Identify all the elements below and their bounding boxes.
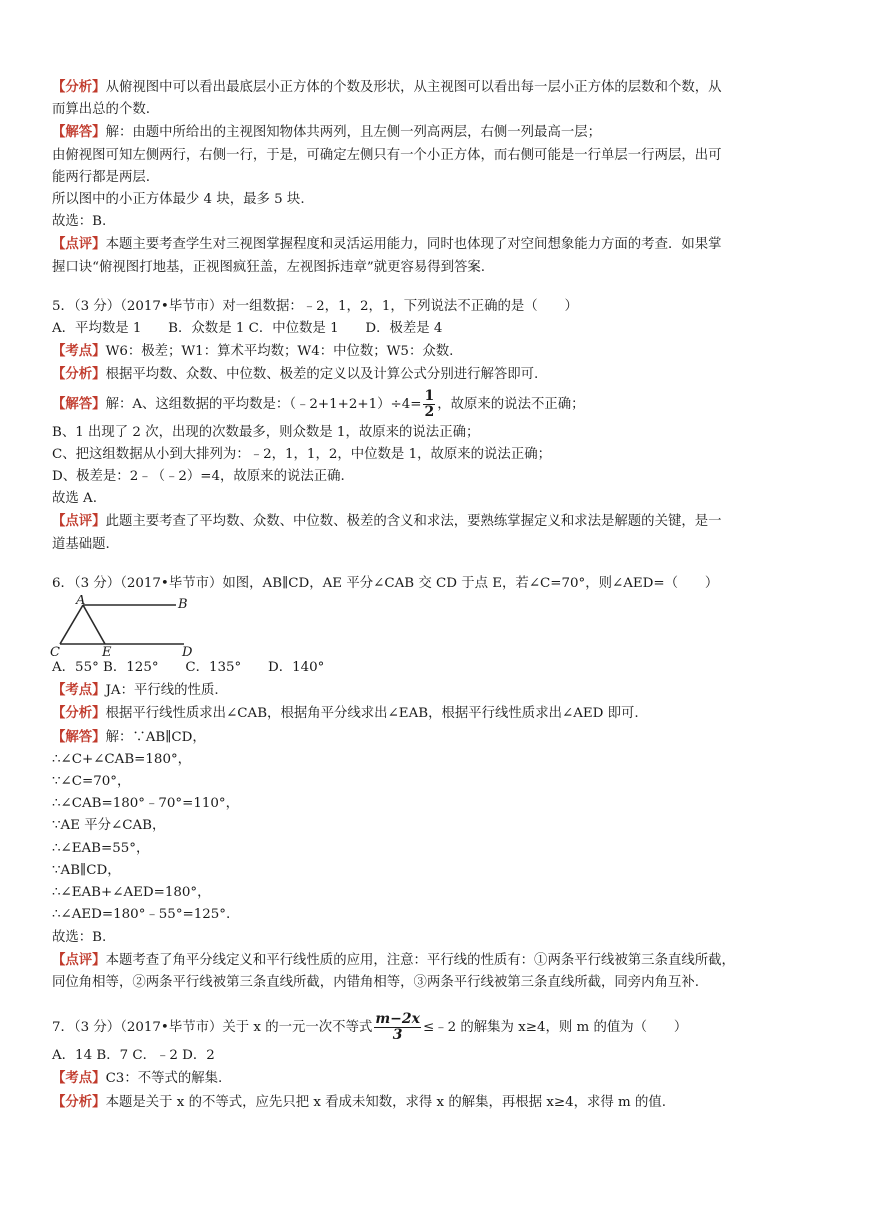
figure-lines	[60, 605, 184, 644]
label-c: C	[50, 645, 60, 658]
q4-solution-line-1: 【解答】解：由题中所给出的主视图知物体共两列，且左侧一列高两层，右侧一列最高一层；	[52, 124, 602, 141]
q6-comment-line-2: 同位角相等，②两条平行线被第三条直线所截，内错角相等，③两条平行线被第三条直线所截，同旁内角互补.	[52, 974, 700, 990]
q7-analysis: 【分析】本题是关于 x 的不等式，应先只把 x 看成未知数，求得 x 的解集，再根据 x≥4，求得 m 的值.	[52, 1093, 667, 1110]
parallel-lines-figure	[50, 595, 210, 657]
q4-choose: 故选：B.	[52, 214, 107, 230]
label-a: A	[76, 595, 86, 609]
q5-analysis: 【分析】根据平均数、众数、中位数、极差的定义以及计算公式分别进行解答即可.	[52, 366, 539, 383]
q6-stem: 6．（3 分）（2017•毕节市）如图，AB∥CD，AE 平分∠CAB 交 CD 于点 E，若∠C=70°，则∠AED=（ ）	[52, 575, 719, 591]
q5-solution-b: B、1 出现了 2 次，出现的次数最多，则众数是 1，故原来的说法正确；	[52, 424, 480, 440]
label-d: D	[182, 645, 193, 658]
label-b: B	[178, 597, 188, 613]
q6-solution-step-8: ∴∠AED=180°﹣55°=125°.	[52, 907, 231, 923]
q5-solution-c: C、把这组数据从小到大排列为：﹣2，1，1，2，中位数是 1，故原来的说法正确；	[52, 446, 551, 462]
q6-comment-line-1: 【点评】本题考查了角平分线定义和平行线性质的应用，注意：平行线的性质有：①两条平行线被第三条直线所截，	[52, 951, 735, 968]
q6-solution-step-1: ∴∠C+∠CAB=180°，	[52, 751, 192, 767]
q4-analysis-line-1: 【分析】从俯视图中可以看出最底层小正方体的个数及形状，从主视图可以看出每一层小正方体的层数和个数，从	[52, 79, 722, 95]
q6-analysis: 【分析】根据平行线性质求出∠CAB，根据角平分线求出∠EAB，根据平行线性质求出∠AED 即可.	[52, 705, 639, 722]
document-page	[52, 76, 822, 1114]
q6-solution-step-6: ∵AB∥CD，	[52, 862, 121, 878]
q6-solution-step-2: ∵∠C=70°，	[52, 774, 131, 790]
fraction-one-half: $\frac{1}{2}$	[424, 387, 435, 420]
q5-solution-a: 【解答】解：A、这组数据的平均数是：（﹣2+1+2+1）÷4= $\frac{1}{2}$ ，故原来的说法不正确；	[52, 387, 585, 420]
q5-choose: 故选 A.	[52, 491, 97, 507]
fraction-m-minus-2x-over-3: $\frac{m-2x}{3}$	[375, 1011, 420, 1044]
label-e: E	[102, 645, 112, 658]
q6-solution-step-0: 【解答】解：∵AB∥CD，	[52, 728, 206, 745]
q4-solution-line-4: 所以图中的小正方体最少 4 块，最多 5 块.	[52, 192, 305, 208]
q5-comment-line-1: 【点评】此题主要考查了平均数、众数、中位数、极差的含义和求法，要熟练掌握定义和求法是解题的关键，是一	[52, 513, 722, 530]
q6-solution-step-7: ∴∠EAB+∠AED=180°，	[52, 885, 211, 901]
q6-solution-step-3: ∴∠CAB=180°﹣70°=110°，	[52, 796, 239, 812]
q5-solution-d: D、极差是：2﹣（﹣2）=4，故原来的说法正确.	[52, 469, 345, 485]
q6-point: 【考点】JA：平行线的性质.	[52, 682, 219, 699]
q7-point: 【考点】C3：不等式的解集.	[52, 1070, 223, 1087]
segment-ae	[83, 605, 105, 644]
q7-options: A．14 B．7 C．﹣2 D．2	[52, 1048, 215, 1064]
q6-solution-step-5: ∴∠EAB=55°，	[52, 840, 150, 856]
q5-options: A．平均数是 1 B．众数是 1 C．中位数是 1 D．极差是 4	[52, 321, 443, 337]
q5-stem: 5．（3 分）（2017•毕节市）对一组数据：﹣2，1，2，1，下列说法不正确的是（ ）	[52, 298, 578, 314]
q4-solution-line-3: 能两行都是两层.	[52, 169, 150, 185]
q7-stem: 7．（3 分）（2017•毕节市）关于 x 的一元一次不等式 $\frac{m-2x}{3}$ ≤﹣2 的解集为 x≥4，则 m 的值为（ ）	[52, 1011, 688, 1044]
q4-comment-line-2: 握口诀“俯视图打地基，正视图疯狂盖，左视图拆违章”就更容易得到答案.	[52, 259, 486, 275]
q6-choose: 故选：B.	[52, 929, 107, 945]
q6-solution-step-4: ∵AE 平分∠CAB，	[52, 818, 166, 834]
q5-point: 【考点】W6：极差；W1：算术平均数；W4：中位数；W5：众数.	[52, 343, 454, 360]
segment-ac	[60, 605, 83, 644]
q4-solution-line-2: 由俯视图可知左侧两行，右侧一行，于是，可确定左侧只有一个小正方体，而右侧可能是一行单层一行两层，出可	[52, 147, 722, 163]
q5-comment-line-2: 道基础题.	[52, 536, 110, 552]
q4-analysis-line-2: 而算出总的个数.	[52, 102, 150, 118]
q4-comment-line-1: 【点评】本题主要考查学生对三视图掌握程度和灵活运用能力，同时也体现了对空间想象能力方面的考查．如果掌	[52, 236, 722, 253]
q6-options: A．55° B．125° C．135° D．140°	[52, 660, 325, 676]
